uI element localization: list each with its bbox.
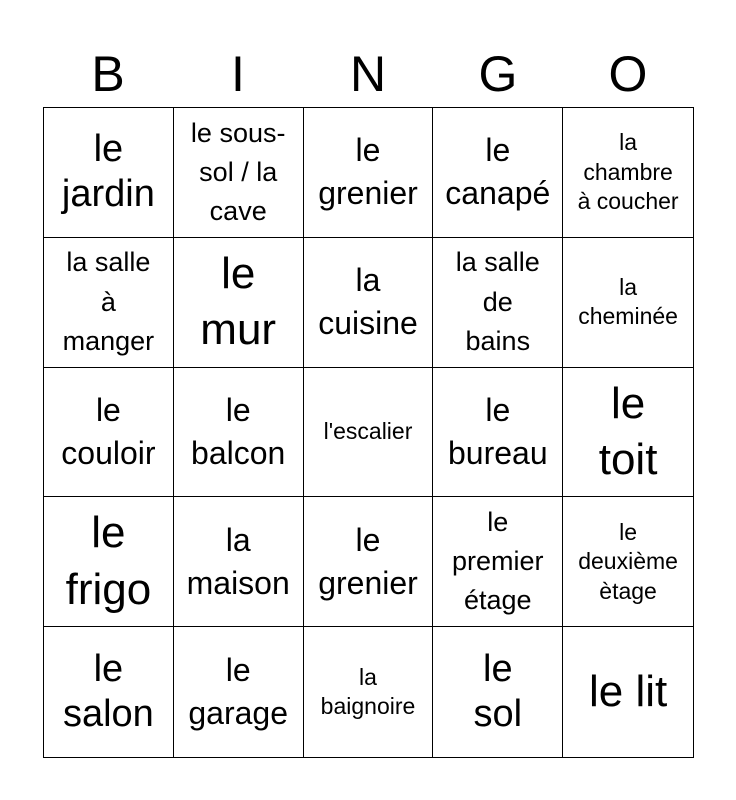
bingo-cell[interactable] xyxy=(304,497,434,627)
bingo-cell[interactable] xyxy=(433,108,563,238)
bingo-cell[interactable] xyxy=(44,627,174,757)
cell-label: la cuisine xyxy=(318,262,418,342)
bingo-cell[interactable] xyxy=(174,497,304,627)
bingo-cell[interactable] xyxy=(44,108,174,238)
bingo-cell[interactable] xyxy=(433,238,563,368)
cell-label: le deuxième ètage xyxy=(578,518,678,604)
bingo-cell[interactable] xyxy=(174,238,304,368)
cell-label: le salon xyxy=(62,647,154,736)
header-letter-g: G xyxy=(478,46,518,102)
header-letter-o: O xyxy=(608,46,648,102)
cell-label: l'escalier xyxy=(323,418,413,445)
cell-label: le garage xyxy=(188,651,289,732)
cell-label: la maison xyxy=(186,521,290,601)
cell-label: le bureau xyxy=(447,391,548,471)
bingo-header xyxy=(43,40,693,108)
bingo-cell[interactable] xyxy=(563,108,693,238)
bingo-cell[interactable] xyxy=(304,238,434,368)
cell-label: la baignoire xyxy=(320,663,416,720)
bingo-cell[interactable] xyxy=(304,627,434,757)
bingo-board xyxy=(43,107,694,758)
bingo-cell[interactable] xyxy=(433,497,563,627)
bingo-cell[interactable] xyxy=(174,368,304,498)
cell-label: le canapé xyxy=(445,132,551,212)
header-letter-n: N xyxy=(349,46,387,102)
cell-label: le frigo xyxy=(65,508,152,614)
bingo-cell[interactable] xyxy=(433,627,563,757)
cell-label: le couloir xyxy=(61,391,156,471)
cell-label: le grenier xyxy=(318,132,418,212)
bingo-cell[interactable] xyxy=(174,108,304,238)
cell-label: le grenier xyxy=(318,521,418,601)
bingo-cell[interactable] xyxy=(174,627,304,757)
bingo-cell[interactable] xyxy=(44,238,174,368)
bingo-cell[interactable] xyxy=(304,108,434,238)
cell-label: le jardin xyxy=(61,127,155,216)
cell-label: le balcon xyxy=(191,391,286,471)
cell-label: le sous- sol / la cave xyxy=(190,117,286,226)
cell-label: la salle à manger xyxy=(62,247,155,356)
cell-label: le mur xyxy=(200,248,277,355)
bingo-cell[interactable] xyxy=(563,497,693,627)
bingo-cell[interactable] xyxy=(563,238,693,368)
cell-label: la salle de bains xyxy=(455,247,540,356)
bingo-cell[interactable] xyxy=(44,497,174,627)
bingo-cell[interactable] xyxy=(563,627,693,757)
bingo-cell[interactable] xyxy=(44,368,174,498)
header-letter-i: I xyxy=(231,46,245,102)
cell-label: la chambre à coucher xyxy=(577,129,679,215)
cell-label: le toit xyxy=(598,378,658,484)
bingo-cell[interactable] xyxy=(304,368,434,498)
cell-label: le premier étage xyxy=(452,507,544,616)
cell-label: la cheminée xyxy=(578,273,678,330)
header-letter-b: B xyxy=(91,46,125,102)
bingo-cell[interactable] xyxy=(433,368,563,498)
cell-label: le lit xyxy=(588,666,668,716)
bingo-cell[interactable] xyxy=(563,368,693,498)
cell-label: le sol xyxy=(473,647,523,736)
